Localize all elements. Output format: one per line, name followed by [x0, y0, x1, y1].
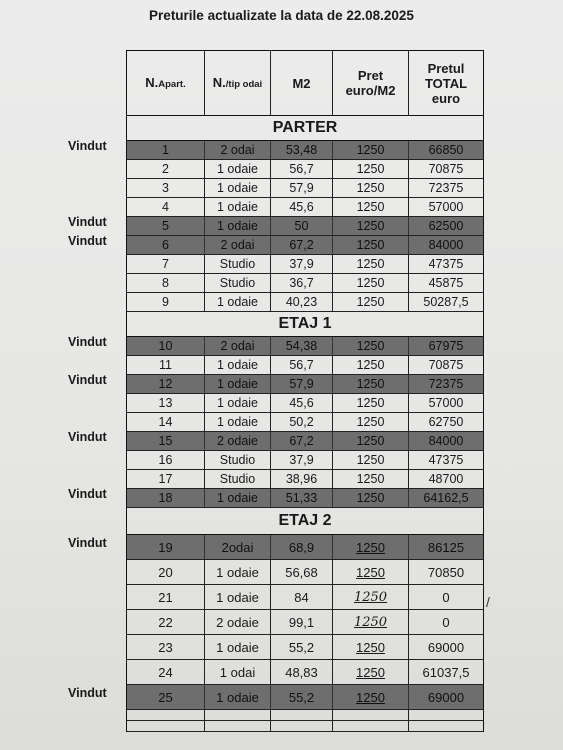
table-row [127, 610, 483, 635]
total-price-cell: 0 [442, 589, 450, 605]
area-cell: 99,1 [271, 610, 333, 634]
table-row [127, 337, 483, 356]
apartment-number-cell: 18 [127, 489, 205, 507]
price-per-m2-cell: 1250 [333, 685, 409, 709]
price-table [126, 50, 484, 732]
apartment-number-cell: 20 [127, 560, 205, 584]
table-row [127, 255, 483, 274]
price-per-m2-cell: 1250 [333, 375, 409, 393]
area-cell: 55,2 [271, 685, 333, 709]
area-cell: 57,9 [271, 375, 333, 393]
apartment-number-cell: 22 [127, 610, 205, 634]
area-cell: 53,48 [271, 141, 333, 159]
area-cell: 45,6 [271, 198, 333, 216]
table-row [127, 141, 483, 160]
header-price-per-m2: Pret euro/M2 [333, 51, 409, 115]
apartment-number-cell: 21 [127, 585, 205, 609]
room-type-cell: 2 odaie [205, 610, 271, 634]
section-heading: ETAJ 1 [127, 312, 483, 337]
sold-label: Vindut [68, 685, 107, 700]
room-type-cell: 2odai [205, 535, 271, 559]
area-cell: 68,9 [271, 535, 333, 559]
total-price-cell: 62750 [428, 415, 464, 429]
empty-cell [409, 710, 483, 720]
price-per-m2-cell: 1250 [333, 610, 409, 634]
apartment-number-cell: 9 [127, 293, 205, 311]
apartment-number-cell: 17 [127, 470, 205, 488]
table-row [127, 198, 483, 217]
table-row [127, 236, 483, 255]
area-cell: 45,6 [271, 394, 333, 412]
total-price-cell: 84000 [428, 434, 464, 448]
price-per-m2-cell: 1250 [333, 535, 409, 559]
room-type-cell: 1 odaie [205, 179, 271, 197]
room-type-cell: 1 odaie [205, 489, 271, 507]
empty-cell [333, 710, 409, 720]
price-per-m2-cell: 1250 [333, 451, 409, 469]
empty-row [127, 721, 483, 732]
sold-label: Vindut [68, 373, 107, 387]
table-row [127, 356, 483, 375]
area-cell: 55,2 [271, 635, 333, 659]
total-price-cell: 50287,5 [423, 295, 469, 309]
empty-cell [205, 721, 271, 731]
sold-label: Vindut [68, 430, 107, 444]
area-cell: 50,2 [271, 413, 333, 431]
apartment-number-cell: 11 [127, 356, 205, 374]
room-type-cell: 1 odaie [205, 356, 271, 374]
table-row [127, 413, 483, 432]
header-area: M2 [271, 51, 333, 115]
table-row [127, 375, 483, 394]
table-row [127, 274, 483, 293]
area-cell: 37,9 [271, 451, 333, 469]
sold-label: Vindut [68, 233, 107, 248]
room-type-cell: 1 odaie [205, 217, 271, 235]
price-per-m2-cell: 1250 [333, 432, 409, 450]
room-type-cell: 1 odaie [205, 585, 271, 609]
total-price-cell: 69000 [427, 639, 465, 655]
apartment-number-cell: 4 [127, 198, 205, 216]
price-per-m2-cell: 1250 [333, 337, 409, 355]
apartment-number-cell: 3 [127, 179, 205, 197]
room-type-cell: Studio [205, 451, 271, 469]
table-row [127, 451, 483, 470]
price-per-m2-cell: 1250 [333, 413, 409, 431]
area-cell: 67,2 [271, 432, 333, 450]
price-per-m2-cell: 1250 [333, 217, 409, 235]
total-price-cell: 45875 [428, 276, 464, 290]
total-price-cell: 70850 [427, 564, 465, 580]
price-per-m2-cell: 1250 [333, 356, 409, 374]
total-price-cell: 47375 [428, 257, 464, 271]
apartment-number-cell: 23 [127, 635, 205, 659]
total-price-cell: 48700 [428, 472, 464, 486]
table-row [127, 179, 483, 198]
total-price-cell: 72375 [428, 181, 464, 195]
room-type-cell: 1 odaie [205, 560, 271, 584]
room-type-cell: 1 odaie [205, 160, 271, 178]
room-type-cell: 1 odaie [205, 394, 271, 412]
price-per-m2-cell: 1250 [333, 394, 409, 412]
price-per-m2-cell: 1250 [333, 160, 409, 178]
apartment-number-cell: 25 [127, 685, 205, 709]
apartment-number-cell: 13 [127, 394, 205, 412]
room-type-cell: 2 odai [205, 141, 271, 159]
room-type-cell: 1 odaie [205, 375, 271, 393]
area-cell: 50 [271, 217, 333, 235]
table-row [127, 560, 483, 585]
table-row [127, 535, 483, 560]
table-header [127, 51, 483, 116]
total-price-cell: 86125 [427, 539, 465, 555]
sold-label: Vindut [68, 535, 107, 550]
area-cell: 56,7 [271, 160, 333, 178]
price-per-m2-cell: 1250 [333, 470, 409, 488]
room-type-cell: 1 odaie [205, 198, 271, 216]
empty-cell [205, 710, 271, 720]
sold-label: Vindut [68, 214, 107, 229]
apartment-number-cell: 1 [127, 141, 205, 159]
room-type-cell: 1 odai [205, 660, 271, 684]
price-per-m2-cell: 1250 [333, 635, 409, 659]
total-price-cell: 67975 [428, 339, 464, 353]
room-type-cell: Studio [205, 255, 271, 273]
table-row [127, 635, 483, 660]
margin-mark: / [486, 594, 490, 610]
table-row [127, 489, 483, 508]
section-heading: ETAJ 2 [127, 508, 483, 535]
apartment-number-cell: 24 [127, 660, 205, 684]
price-per-m2-cell: 1250 [333, 255, 409, 273]
page-title: Preturile actualizate la data de 22.08.2025 [149, 8, 414, 23]
area-cell: 54,38 [271, 337, 333, 355]
area-cell: 38,96 [271, 470, 333, 488]
table-row [127, 432, 483, 451]
area-cell: 67,2 [271, 236, 333, 254]
area-cell: 57,9 [271, 179, 333, 197]
table-row [127, 585, 483, 610]
price-per-m2-cell: 1250 [333, 141, 409, 159]
area-cell: 84 [271, 585, 333, 609]
apartment-number-cell: 5 [127, 217, 205, 235]
area-cell: 48,83 [271, 660, 333, 684]
total-price-cell: 70875 [428, 358, 464, 372]
price-per-m2-cell: 1250 [333, 560, 409, 584]
price-per-m2-cell: 1250 [333, 179, 409, 197]
section-heading: PARTER [127, 116, 483, 141]
empty-cell [333, 721, 409, 731]
empty-cell [127, 710, 205, 720]
room-type-cell: 1 odaie [205, 413, 271, 431]
price-per-m2-cell: 1250 [333, 585, 409, 609]
total-price-cell: 84000 [428, 238, 464, 252]
price-per-m2-cell: 1250 [333, 489, 409, 507]
area-cell: 40,23 [271, 293, 333, 311]
room-type-cell: 1 odaie [205, 293, 271, 311]
header-apartment-number: N.Apart. [127, 51, 205, 115]
apartment-number-cell: 7 [127, 255, 205, 273]
apartment-number-cell: 6 [127, 236, 205, 254]
empty-cell [271, 710, 333, 720]
apartment-number-cell: 14 [127, 413, 205, 431]
sold-label: Vindut [68, 487, 107, 501]
empty-cell [271, 721, 333, 731]
room-type-cell: 2 odaie [205, 432, 271, 450]
table-row [127, 160, 483, 179]
apartment-number-cell: 8 [127, 274, 205, 292]
empty-cell [409, 721, 483, 731]
total-price-cell: 70875 [428, 162, 464, 176]
empty-cell [127, 721, 205, 731]
table-row [127, 394, 483, 413]
price-per-m2-cell: 1250 [333, 236, 409, 254]
room-type-cell: 1 odaie [205, 635, 271, 659]
empty-row [127, 710, 483, 721]
total-price-cell: 66850 [428, 143, 464, 157]
apartment-number-cell: 15 [127, 432, 205, 450]
header-room-type: N./tip odai [205, 51, 271, 115]
total-price-cell: 61037,5 [422, 664, 470, 680]
apartment-number-cell: 12 [127, 375, 205, 393]
total-price-cell: 47375 [428, 453, 464, 467]
total-price-cell: 57000 [428, 396, 464, 410]
total-price-cell: 57000 [428, 200, 464, 214]
room-type-cell: Studio [205, 470, 271, 488]
price-per-m2-cell: 1250 [333, 198, 409, 216]
sold-label: Vindut [68, 138, 107, 153]
room-type-cell: 2 odai [205, 337, 271, 355]
price-per-m2-cell: 1250 [333, 274, 409, 292]
table-row [127, 293, 483, 312]
table-row [127, 685, 483, 710]
header-total-price: Pretul TOTAL euro [424, 60, 468, 106]
area-cell: 36,7 [271, 274, 333, 292]
total-price-cell: 69000 [427, 689, 465, 705]
total-price-cell: 0 [442, 614, 450, 630]
room-type-cell: 2 odai [205, 236, 271, 254]
table-row [127, 470, 483, 489]
area-cell: 56,68 [271, 560, 333, 584]
room-type-cell: 1 odaie [205, 685, 271, 709]
area-cell: 51,33 [271, 489, 333, 507]
table-row [127, 660, 483, 685]
apartment-number-cell: 19 [127, 535, 205, 559]
total-price-cell: 62500 [428, 219, 464, 233]
apartment-number-cell: 2 [127, 160, 205, 178]
total-price-cell: 72375 [428, 377, 464, 391]
area-cell: 37,9 [271, 255, 333, 273]
apartment-number-cell: 10 [127, 337, 205, 355]
apartment-number-cell: 16 [127, 451, 205, 469]
total-price-cell: 64162,5 [423, 491, 469, 505]
sold-label: Vindut [68, 335, 107, 349]
area-cell: 56,7 [271, 356, 333, 374]
price-per-m2-cell: 1250 [333, 293, 409, 311]
table-row [127, 217, 483, 236]
price-per-m2-cell: 1250 [333, 660, 409, 684]
room-type-cell: Studio [205, 274, 271, 292]
